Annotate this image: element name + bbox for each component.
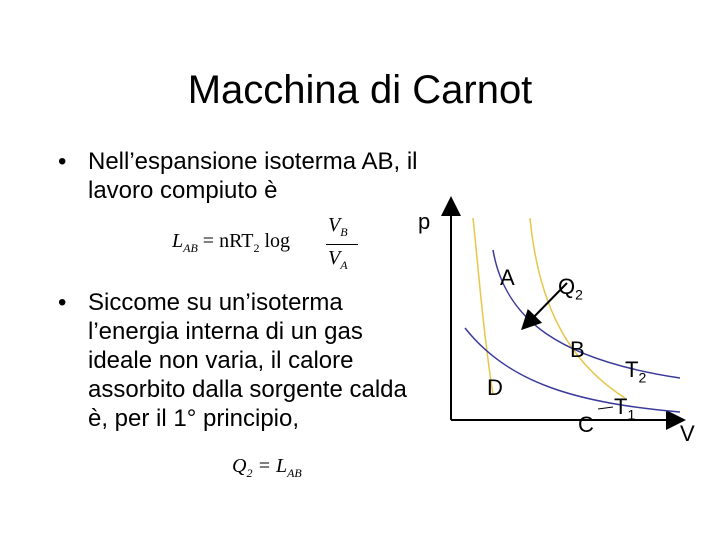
- point-c-label: C: [578, 412, 594, 437]
- bullet-text: Nell’espansione isoterma AB, il lavoro compiuto è: [88, 148, 418, 204]
- formula-log: log: [264, 230, 290, 252]
- heat-q2-label: [558, 274, 583, 302]
- slide-title: Macchina di Carnot: [187, 68, 533, 112]
- formula-lhs: Q: [232, 455, 247, 477]
- point-d-label: D: [487, 375, 503, 400]
- t2-sub: 2: [638, 369, 647, 386]
- q-sub: 2: [575, 286, 583, 303]
- point-a-label: A: [500, 265, 515, 290]
- formula-eq: = nRT: [202, 230, 254, 252]
- formula-numerator: V: [328, 214, 341, 236]
- formula-eq: = L: [257, 455, 288, 477]
- t2-letter: T: [625, 357, 639, 382]
- formula-lhs-sub: 2: [246, 466, 253, 480]
- point-b-label: B: [570, 337, 585, 362]
- formula-rhs-sub: AB: [287, 466, 302, 480]
- t1-leader: [598, 407, 613, 409]
- adiabat-bc: [530, 218, 625, 398]
- adiabat-ad: [473, 218, 493, 395]
- axis-label-v: V: [680, 421, 695, 446]
- axis-label-p: p: [418, 209, 431, 234]
- bullet-marker: •: [58, 289, 67, 316]
- isotherm-t2-label: [625, 357, 646, 385]
- t1-letter: T: [614, 394, 628, 419]
- isotherm-t2: [493, 250, 680, 378]
- isotherm-t1-label: [614, 394, 635, 422]
- formula-lhs-sub: AB: [183, 241, 198, 255]
- t1-sub: 1: [627, 406, 636, 423]
- formula-denominator: V: [328, 247, 341, 269]
- bullet-marker: •: [58, 148, 67, 175]
- formula-denominator-sub: A: [340, 258, 348, 272]
- bullet-text: Siccome su un’isoterma l’energia interna di un gas ideale non varia, il calore assorbito dalla sorgente calda è, per il 1° principio,: [88, 289, 407, 432]
- formula-numerator-sub: B: [340, 225, 348, 239]
- formula-t-sub: 2: [253, 241, 260, 255]
- q-letter: Q: [558, 274, 576, 299]
- formula-lhs: L: [172, 230, 184, 252]
